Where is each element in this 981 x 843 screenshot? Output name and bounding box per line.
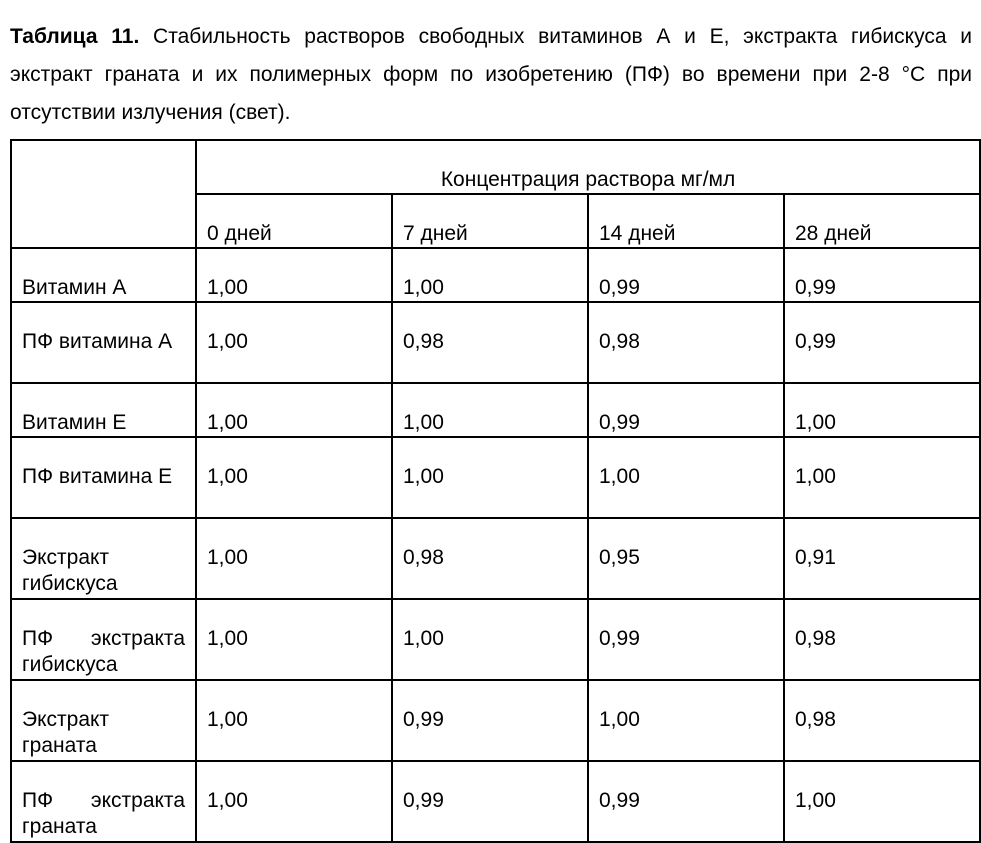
- row-label: Витамин Е: [11, 383, 196, 437]
- value-cell: 1,00: [196, 680, 392, 761]
- table-row: [11, 383, 980, 437]
- value-cell: 0,99: [784, 248, 980, 302]
- value-cell: 1,00: [196, 761, 392, 842]
- value-cell: 0,99: [588, 761, 784, 842]
- value-cell: 0,98: [784, 680, 980, 761]
- stability-table: [10, 139, 981, 843]
- value-cell: 1,00: [196, 437, 392, 518]
- value-cell: 1,00: [392, 383, 588, 437]
- table-row: [11, 437, 980, 518]
- row-label: Витамин А: [11, 248, 196, 302]
- value-cell: 0,99: [588, 383, 784, 437]
- value-cell: 0,99: [392, 761, 588, 842]
- value-cell: 1,00: [196, 383, 392, 437]
- column-header: 0 дней: [196, 194, 392, 248]
- corner-cell: [11, 140, 196, 248]
- row-label: ПФ витамина А: [11, 302, 196, 383]
- value-cell: 0,98: [392, 518, 588, 599]
- row-label: Экстракт гибискуса: [11, 518, 196, 599]
- value-cell: 1,00: [392, 599, 588, 680]
- value-cell: 1,00: [392, 437, 588, 518]
- value-cell: 1,00: [196, 248, 392, 302]
- row-label: ПФ экстракта граната: [11, 761, 196, 842]
- table-row: [11, 302, 980, 383]
- value-cell: 0,98: [392, 302, 588, 383]
- value-cell: 1,00: [392, 248, 588, 302]
- value-cell: 0,99: [588, 248, 784, 302]
- value-cell: 1,00: [196, 518, 392, 599]
- table-number: Таблица 11.: [10, 25, 140, 48]
- table-title: Стабильность растворов свободных витаминов А и Е, экстракта гибискуса и экстракт граната и их полимерных форм по изобретению (ПФ) во времени при 2-8 °С при отсутствии излучения (свет).: [10, 25, 972, 124]
- value-cell: 0,99: [392, 680, 588, 761]
- value-cell: 0,98: [784, 599, 980, 680]
- value-cell: 0,98: [588, 302, 784, 383]
- value-cell: 0,91: [784, 518, 980, 599]
- value-cell: 1,00: [588, 437, 784, 518]
- value-cell: 1,00: [784, 437, 980, 518]
- row-label: ПФ экстракта гибискуса: [11, 599, 196, 680]
- table-caption: [10, 18, 972, 132]
- value-cell: 1,00: [196, 302, 392, 383]
- value-cell: 0,99: [784, 302, 980, 383]
- table-row: [11, 248, 980, 302]
- row-label: Экстракт граната: [11, 680, 196, 761]
- value-cell: 0,95: [588, 518, 784, 599]
- value-cell: 1,00: [196, 599, 392, 680]
- table-row: [11, 599, 980, 680]
- row-label: ПФ витамина Е: [11, 437, 196, 518]
- column-header: 14 дней: [588, 194, 784, 248]
- table-row: [11, 680, 980, 761]
- column-header: 7 дней: [392, 194, 588, 248]
- value-cell: 0,99: [588, 599, 784, 680]
- value-cell: 1,00: [784, 761, 980, 842]
- table-row: [11, 518, 980, 599]
- value-cell: 1,00: [588, 680, 784, 761]
- table-row: [11, 761, 980, 842]
- column-header: 28 дней: [784, 194, 980, 248]
- value-cell: 1,00: [784, 383, 980, 437]
- group-header: Концентрация раствора мг/мл: [196, 140, 980, 194]
